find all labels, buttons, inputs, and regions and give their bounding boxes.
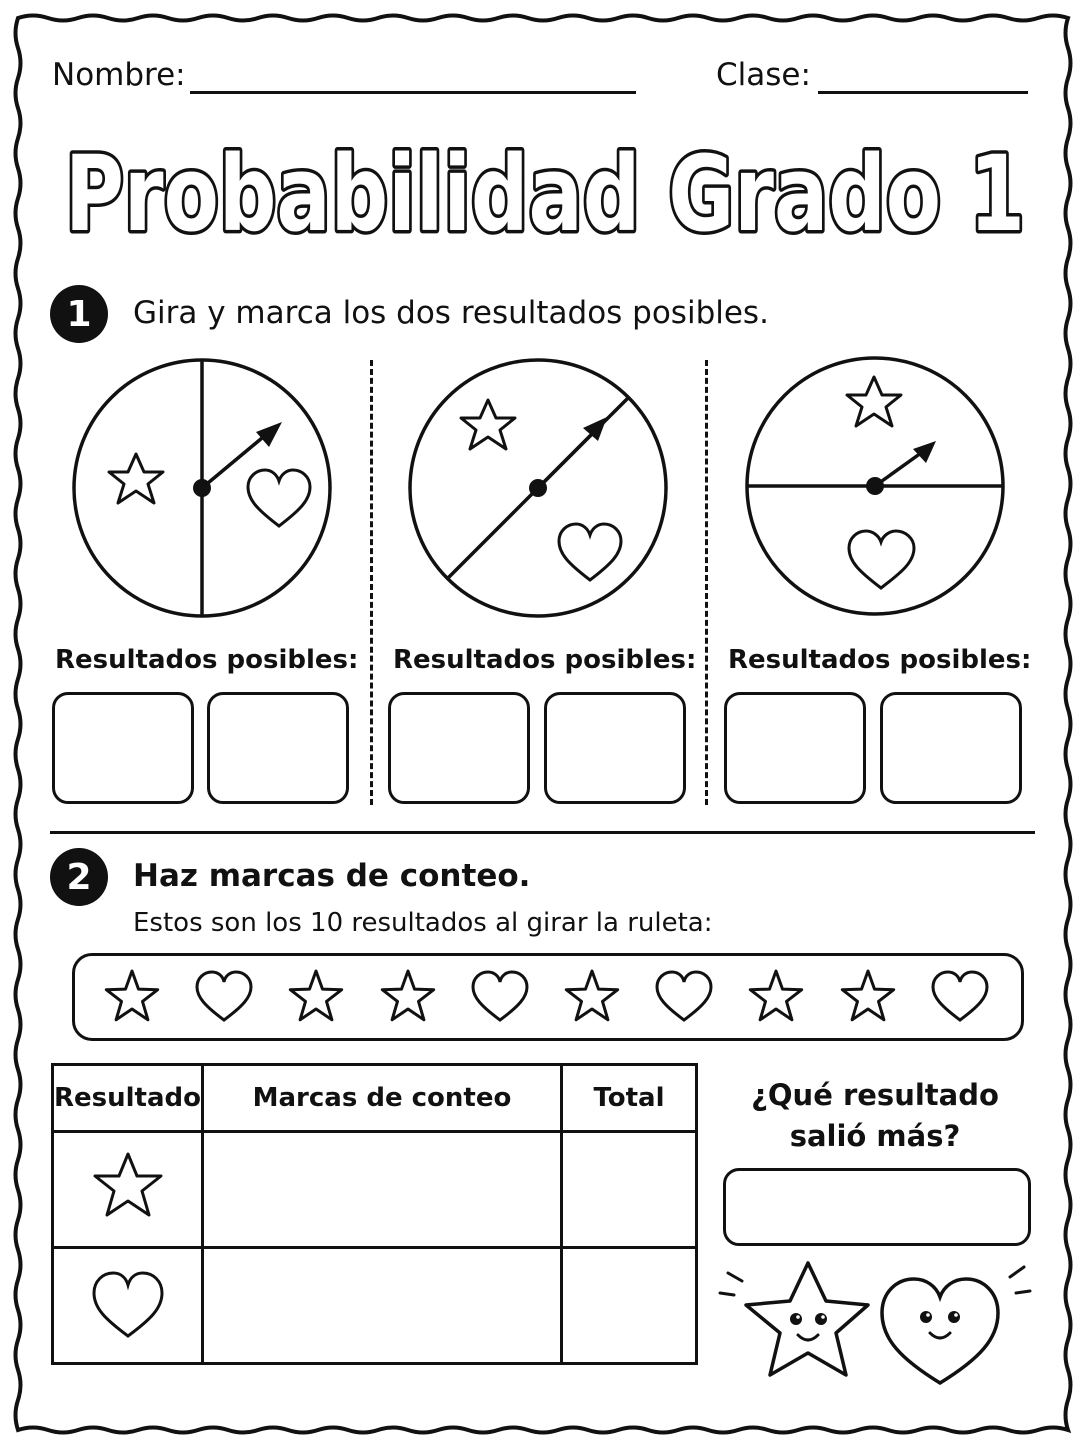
row-symbol-heart — [53, 1248, 203, 1364]
header-resultado: Resultado — [53, 1065, 203, 1132]
outcome-heart-icon — [197, 972, 251, 1020]
heart-icon — [88, 1264, 168, 1344]
tally-cell-star[interactable] — [203, 1132, 562, 1248]
outcome-star-icon — [566, 971, 617, 1020]
name-field[interactable] — [190, 91, 636, 94]
outcome-star-icon — [750, 971, 801, 1020]
class-field[interactable] — [818, 91, 1028, 94]
star-icon — [88, 1148, 168, 1228]
results-label-1: Resultados posibles: — [55, 645, 359, 675]
question-2-number: 2 — [50, 848, 108, 906]
answer-box-1b[interactable] — [207, 692, 349, 804]
most-frequent-question: ¿Qué resultado salió más? — [751, 1078, 999, 1153]
outcome-star-icon — [382, 971, 433, 1020]
table-header-row — [53, 1065, 697, 1132]
results-label-3: Resultados posibles: — [728, 645, 1032, 675]
row-symbol-star — [53, 1132, 203, 1248]
question-2-subtitle: Estos son los 10 resultados al girar la ruleta: — [133, 908, 713, 938]
most-frequent-answer-box[interactable] — [723, 1168, 1031, 1246]
heart-mascot-icon — [882, 1267, 1030, 1383]
answer-box-2a[interactable] — [388, 692, 530, 804]
spinner-3 — [741, 350, 1011, 630]
table-row — [53, 1248, 697, 1364]
outcomes-strip — [72, 953, 1024, 1041]
outcome-star-icon — [842, 971, 893, 1020]
column-divider — [370, 360, 373, 805]
answer-box-2b[interactable] — [544, 692, 686, 804]
answer-box-3b[interactable] — [880, 692, 1022, 804]
table-row — [53, 1132, 697, 1248]
outcome-star-icon — [106, 971, 157, 1020]
title-text: Probabilidad Grado 1 — [65, 133, 1025, 255]
total-cell-star[interactable] — [562, 1132, 697, 1248]
page-title — [50, 118, 1040, 258]
header-marcas: Marcas de conteo — [203, 1065, 562, 1132]
tally-cell-heart[interactable] — [203, 1248, 562, 1364]
total-cell-heart[interactable] — [562, 1248, 697, 1364]
section-divider — [50, 831, 1035, 834]
spinner-1 — [70, 350, 340, 630]
outcomes-row — [75, 956, 1021, 1038]
outcome-heart-icon — [657, 972, 711, 1020]
question-2-instruction: Haz marcas de conteo. — [133, 858, 531, 894]
header-total: Total — [562, 1065, 697, 1132]
question-1-instruction: Gira y marca los dos resultados posibles. — [133, 295, 769, 331]
outcome-star-icon — [290, 971, 341, 1020]
mascots — [718, 1255, 1048, 1390]
column-divider — [705, 360, 708, 805]
answer-box-1a[interactable] — [52, 692, 194, 804]
question-1-number: 1 — [50, 285, 108, 343]
results-label-2: Resultados posibles: — [393, 645, 697, 675]
tally-table — [51, 1063, 698, 1365]
spinner-2 — [404, 350, 674, 630]
outcome-heart-icon — [933, 972, 987, 1020]
answer-box-3a[interactable] — [724, 692, 866, 804]
class-label: Clase: — [716, 57, 811, 93]
star-mascot-icon — [720, 1263, 868, 1375]
name-label: Nombre: — [52, 57, 186, 93]
outcome-heart-icon — [473, 972, 527, 1020]
